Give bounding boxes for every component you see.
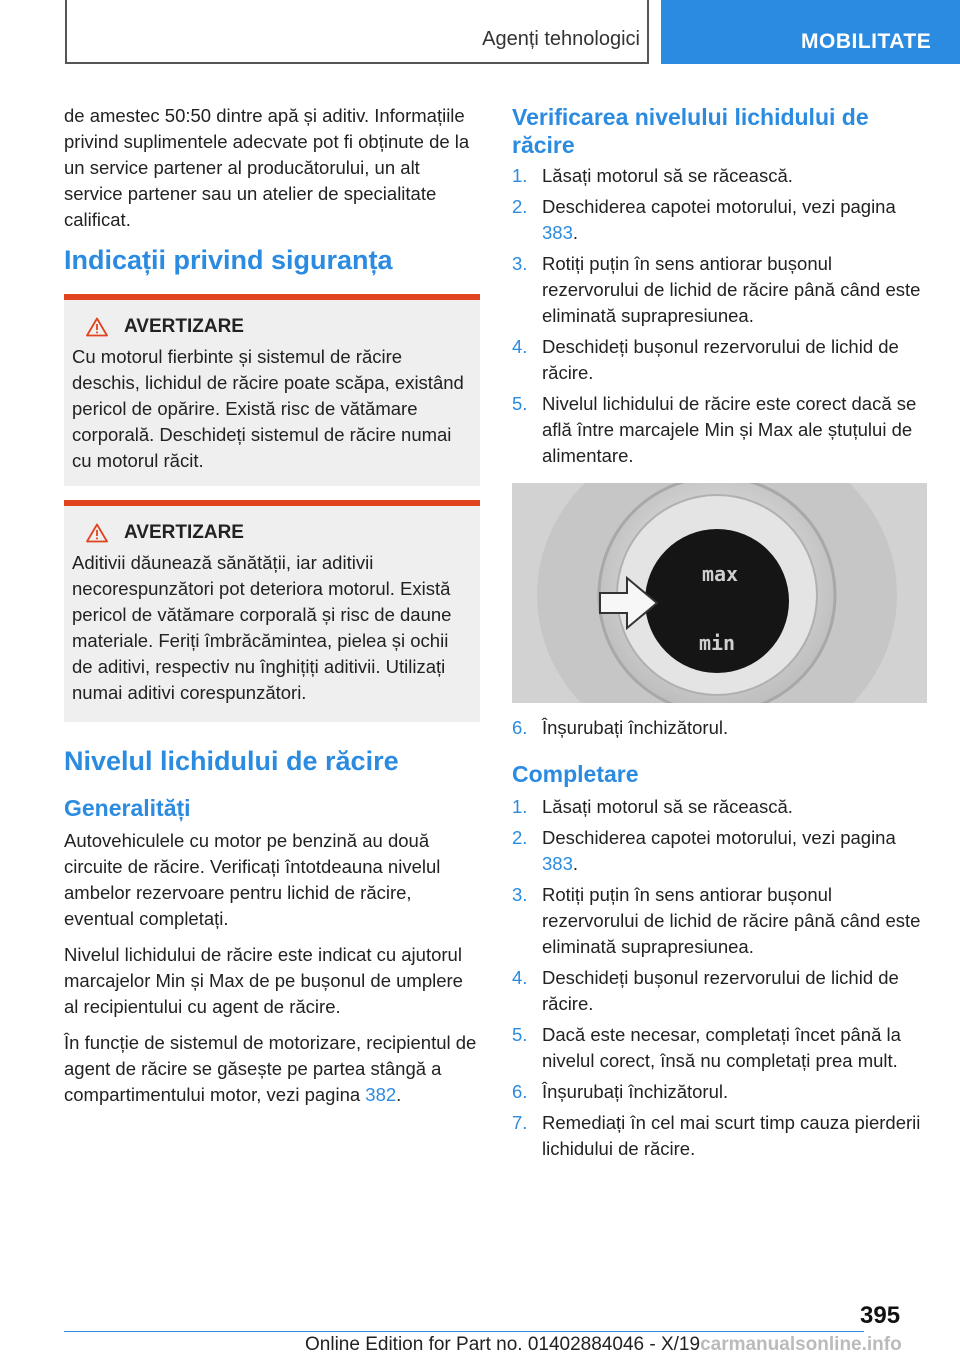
step-number: 4. xyxy=(512,967,528,988)
step-text: Deschiderea capotei motorului, vezi pagina xyxy=(542,827,896,848)
step-text: Rotiți puțin în sens antiorar bușonul rezervorului de lichid de răcire până când este eliminată suprapresiunea. xyxy=(542,884,921,957)
list-item xyxy=(512,163,932,189)
step-number: 3. xyxy=(512,253,528,274)
step-number: 1. xyxy=(512,796,528,817)
warning-box-1 xyxy=(64,294,480,486)
list-item xyxy=(512,1022,932,1074)
list-item xyxy=(512,251,932,329)
warning-title: AVERTIZARE xyxy=(124,316,244,337)
warning-title-row xyxy=(72,522,472,544)
list-item xyxy=(512,965,932,1017)
check-level-heading: Verificarea nivelului lichidului de răcire xyxy=(512,104,869,158)
check-steps-list-end xyxy=(512,715,932,741)
step-end: . xyxy=(572,853,579,874)
list-item xyxy=(512,715,932,741)
refill-steps-list xyxy=(512,794,932,1162)
step-text: Rotiți puțin în sens antiorar bușonul rezervorului de lichid de răcire până când este eliminată suprapresiunea. xyxy=(542,253,921,326)
list-item xyxy=(512,882,932,960)
header-section-title: Agenți tehnologici xyxy=(482,28,640,50)
step-text: Nivelul lichidului de răcire este corect dacă se află între marcajele Min și Max ale ștuțului de alimentare. xyxy=(542,393,917,466)
step-text: Înșurubați închizătorul. xyxy=(542,1081,729,1102)
min-mark: min xyxy=(698,631,736,655)
step-text: Dacă este necesar, completați încet până la nivelul corect, însă nu completați prea mult. xyxy=(542,1024,901,1071)
step-text: Lăsați motorul să se răcească. xyxy=(542,796,793,817)
coolant-cap-image xyxy=(512,483,927,703)
list-item xyxy=(512,794,932,820)
step-number: 2. xyxy=(512,196,528,217)
warning-triangle-icon xyxy=(86,523,108,543)
general-paragraph-3 xyxy=(64,1030,480,1108)
safety-heading: Indicații privind siguranța xyxy=(64,245,393,275)
list-item xyxy=(512,194,932,246)
warning-box-2 xyxy=(64,500,480,722)
warning-text: Aditivii dăunează sănătății, iar aditivii necorespunzători pot deteriora motorul. Există pericol de vătămare corporală și risc de daune materiale. Feriți îmbrăcămintea, pielea și ochii de aditivi, respectiv nu înghițiți aditivii. Utilizați numai aditivi corespunzători. xyxy=(72,552,452,703)
list-item xyxy=(512,391,932,469)
paragraph-text: În funcție de sistemul de motorizare, recipientul de agent de răcire se găsește pe partea stângă a compartimentului motor, vezi pagina xyxy=(64,1032,477,1105)
general-heading: Generalități xyxy=(64,795,191,821)
step-text: Înșurubați închizătorul. xyxy=(542,717,729,738)
footer-divider xyxy=(64,1331,864,1332)
refill-heading: Completare xyxy=(512,761,639,787)
step-number: 6. xyxy=(512,1081,528,1102)
coolant-level-heading: Nivelul lichidului de răcire xyxy=(64,746,399,776)
warning-text: Cu motorul fierbinte și sistemul de răcire deschis, lichidul de răcire poate scăpa, existând pericol de opărire. Există risc de vătămare corporală. Deschideți sistemul de răcire numai cu motorul răcit. xyxy=(72,346,464,471)
right-column xyxy=(512,103,932,1167)
step-number: 5. xyxy=(512,1024,528,1045)
left-column xyxy=(64,103,480,1118)
step-number: 3. xyxy=(512,884,528,905)
paragraph-end: . xyxy=(396,1084,402,1105)
max-mark: max xyxy=(701,562,739,586)
step-text: Lăsați motorul să se răcească. xyxy=(542,165,793,186)
list-item xyxy=(512,1110,932,1162)
general-paragraph-1: Autovehiculele cu motor pe benzină au două circuite de răcire. Verificați întotdeauna nivelul ambelor rezervoare pentru lichid de răcire, eventual completați. xyxy=(64,830,441,929)
step-text: Remediați în cel mai scurt timp cauza pierderii lichidului de răcire. xyxy=(542,1112,921,1159)
page-number: 395 xyxy=(860,1302,901,1329)
list-item xyxy=(512,334,932,386)
warning-title-row xyxy=(72,316,472,338)
step-end: . xyxy=(572,222,579,243)
step-number: 4. xyxy=(512,336,528,357)
step-number: 5. xyxy=(512,393,528,414)
step-number: 6. xyxy=(512,717,528,738)
list-item xyxy=(512,825,932,877)
step-text: Deschiderea capotei motorului, vezi pagina xyxy=(542,196,896,217)
check-steps-list xyxy=(512,163,932,469)
header-chapter-tab[interactable]: MOBILITATE xyxy=(661,0,960,64)
page-link-382[interactable]: 382 xyxy=(365,1084,397,1105)
footer-edition xyxy=(305,1334,902,1356)
watermark: carmanualsonline.info xyxy=(700,1334,902,1355)
step-number: 2. xyxy=(512,827,528,848)
warning-title: AVERTIZARE xyxy=(124,522,244,543)
general-paragraph-2: Nivelul lichidului de răcire este indicat cu ajutorul marcajelor Min și Max de pe bușonul de umplere al recipientului cu agent de răcire. xyxy=(64,944,463,1017)
step-number: 7. xyxy=(512,1112,528,1133)
coolant-cap-illustration xyxy=(512,483,927,703)
warning-triangle-icon xyxy=(86,317,108,337)
step-text: Deschideți bușonul rezervorului de lichid de răcire. xyxy=(542,336,899,383)
step-text: Deschideți bușonul rezervorului de lichid de răcire. xyxy=(542,967,899,1014)
page-link-383[interactable]: 383 xyxy=(542,222,573,243)
intro-paragraph: de amestec 50:50 dintre apă și aditiv. Informațiile privind suplimentele adecvate pot fi obținute de la un service partener al producătorului, un alt service partener sau un atelier de specialitate calificat. xyxy=(64,105,470,230)
step-number: 1. xyxy=(512,165,528,186)
page-link-383[interactable]: 383 xyxy=(542,853,573,874)
footer-text: Online Edition for Part no. 01402884046 - X/19 xyxy=(305,1334,701,1355)
list-item xyxy=(512,1079,932,1105)
